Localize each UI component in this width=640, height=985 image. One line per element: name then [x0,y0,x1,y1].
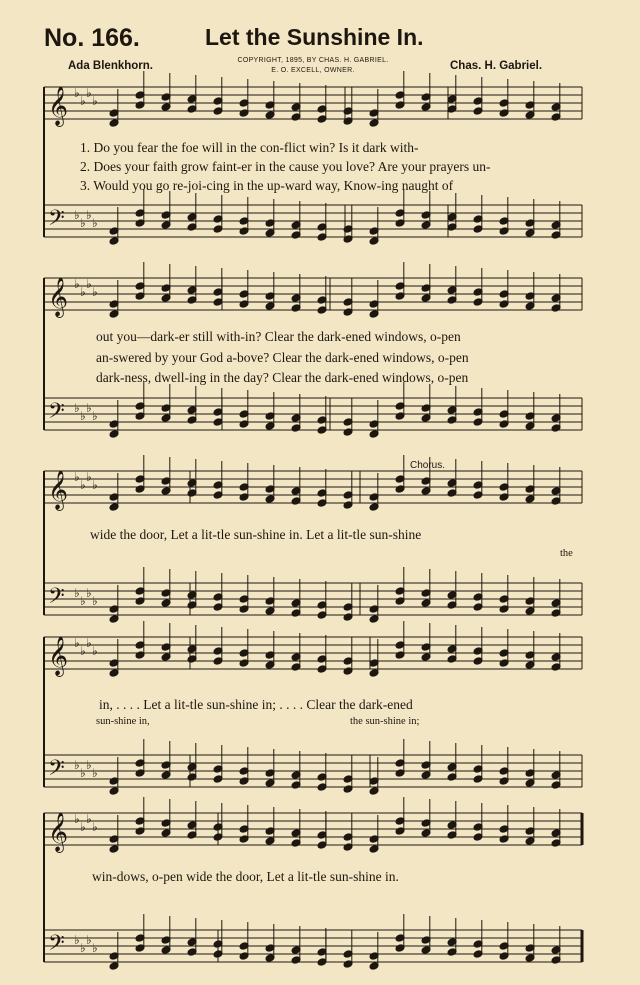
flat-icon: ♭ [80,409,86,423]
flat-icon: ♭ [86,933,92,947]
flat-icon: ♭ [92,94,98,108]
bass-clef-icon: 𝄢 [48,756,65,786]
flat-icon: ♭ [92,594,98,608]
flat-icon: ♭ [80,820,86,834]
flat-icon: ♭ [92,285,98,299]
chorus-label: Chorus. [410,460,446,471]
flat-icon: ♭ [80,941,86,955]
flat-icon: ♭ [80,594,86,608]
flat-icon: ♭ [92,766,98,780]
flat-icon: ♭ [74,401,80,415]
bass-clef-icon: 𝄢 [48,931,65,961]
verse-1-line-2: out you—dark-er still with-in? Clear the dark-ened windows, o-pen [96,329,461,344]
flat-icon: ♭ [86,208,92,222]
flat-icon: ♭ [80,94,86,108]
treble-clef-icon: 𝄞 [48,470,69,510]
flat-icon: ♭ [80,766,86,780]
lyricist-credit: Ada Blenkhorn. [68,60,153,72]
flat-icon: ♭ [74,758,80,772]
flat-icon: ♭ [74,208,80,222]
flat-icon: ♭ [74,812,80,826]
flat-icon: ♭ [86,586,92,600]
flat-icon: ♭ [92,644,98,658]
system-3-bass-lyric: the [560,548,573,559]
flat-icon: ♭ [86,812,92,826]
flat-icon: ♭ [86,86,92,100]
flat-icon: ♭ [74,586,80,600]
hymn-number: No. 166. [44,24,140,52]
verse-3-line-1: 3. Would you go re-joi-cing in the up-ward way, Know-ing naught of [80,178,454,193]
system-5-lyrics: win-dows, o-pen wide the door, Let a lit-tle sun-shine in. [92,869,399,884]
copyright-line-1: COPYRIGHT, 1895, BY CHAS. H. GABRIEL. [237,57,389,64]
bass-clef-icon: 𝄢 [48,206,65,236]
flat-icon: ♭ [80,644,86,658]
treble-clef-icon: 𝄞 [48,277,69,317]
verse-3-line-2: dark-ness, dwell-ing in the day? Clear the dark-ened windows, o-pen [96,370,469,385]
flat-icon: ♭ [92,820,98,834]
flat-icon: ♭ [80,216,86,230]
flat-icon: ♭ [86,277,92,291]
flat-icon: ♭ [92,216,98,230]
flat-icon: ♭ [86,758,92,772]
bass-clef-icon: 𝄢 [48,399,65,429]
treble-clef-icon: 𝄞 [48,86,69,126]
treble-clef-icon: 𝄞 [48,812,69,852]
system-3-lyrics: wide the door, Let a lit-tle sun-shine in. Let a lit-tle sun-shine [90,527,422,542]
flat-icon: ♭ [92,409,98,423]
system-4-bass-lyric-b: the sun-shine in; [350,716,420,727]
flat-icon: ♭ [74,636,80,650]
flat-icon: ♭ [92,478,98,492]
flat-icon: ♭ [86,470,92,484]
flat-icon: ♭ [74,86,80,100]
copyright-line-2: E. O. EXCELL, OWNER. [271,67,355,74]
flat-icon: ♭ [74,470,80,484]
composer-credit: Chas. H. Gabriel. [450,60,543,72]
flat-icon: ♭ [86,401,92,415]
flat-icon: ♭ [80,285,86,299]
bass-clef-icon: 𝄢 [48,584,65,614]
system-4-bass-lyric-a: sun-shine in, [96,716,150,727]
flat-icon: ♭ [74,933,80,947]
hymn-title: Let the Sunshine In. [205,24,424,50]
flat-icon: ♭ [86,636,92,650]
flat-icon: ♭ [74,277,80,291]
treble-clef-icon: 𝄞 [48,636,69,676]
flat-icon: ♭ [92,941,98,955]
verse-2-line-2: an-swered by your God a-bove? Clear the dark-ened windows, o-pen [96,350,469,365]
verse-1-line-1: 1. Do you fear the foe will in the con-flict win? Is it dark with- [80,140,419,155]
system-4-lyrics: in, . . . . Let a lit-tle sun-shine in; . . . . Clear the dark-ened [99,697,413,712]
flat-icon: ♭ [80,478,86,492]
verse-2-line-1: 2. Does your faith grow faint-er in the cause you love? Are your prayers un- [80,159,491,174]
